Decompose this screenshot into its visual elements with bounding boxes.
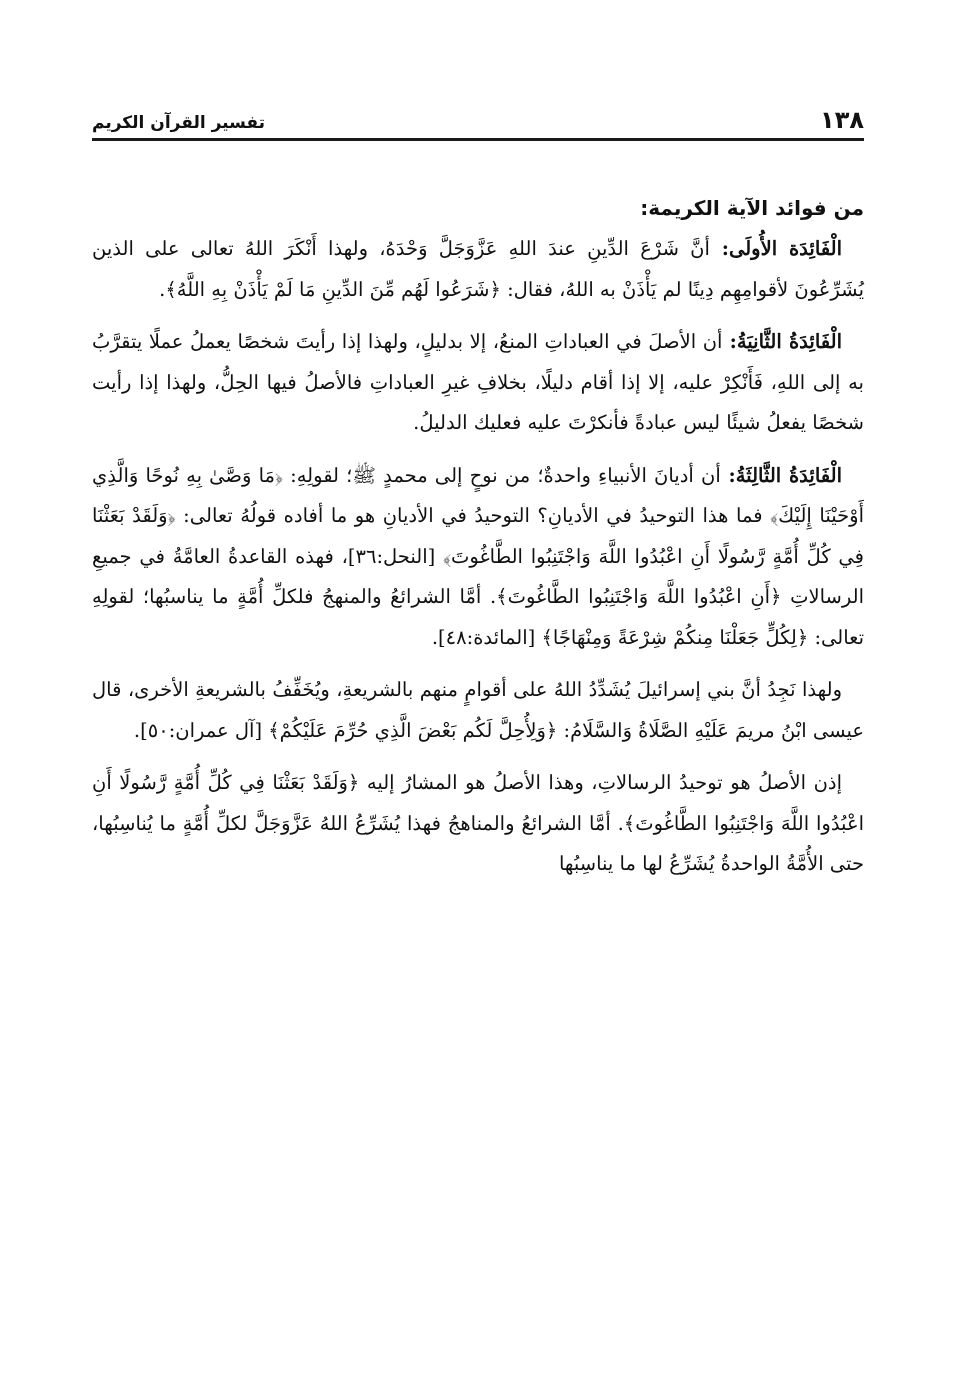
book-page <box>92 92 864 1352</box>
paragraph-lead: الْفَائِدَةُ الثَّالِثَةُ: <box>720 463 842 487</box>
paragraph-text: إذن الأصلُ هو توحيدُ الرسالاتِ، وهذا الأصلُ هو المشارُ إليه ﴿وَلَقَدْ بَعَثْنَا فِي كُلِّ أُمَّةٍ رَّسُولًا أَنِ اعْبُدُوا اللَّهَ وَاجْتَنِبُوا الطَّاغُوتَ﴾. أمَّا الشرائعُ والمناهجُ فهذا يُشَرِّعُ اللهُ عَزَّوَجَلَّ لكلِّ أُمَّةٍ ما يُناسِبُها، حتى الأُمَّةُ الواحدةُ يُشَرِّعُ لها ما يناسِبُها <box>92 771 864 875</box>
paragraph-text: أنَّ شَرْعَ الدِّينِ عندَ اللهِ عَزَّوَجَلَّ وَحْدَهُ، ولهذا أَنْكَرَ اللهُ تعالى على الذين يُشَرِّعُونَ لأقوامِهِم دِينًا لم يَأْذَنْ به اللهُ، فقال: ﴿شَرَعُوا لَهُم مِّنَ الدِّينِ مَا لَمْ يَأْذَنْ بِهِ اللَّهُ﴾. <box>92 237 864 301</box>
paragraph-benefit-3 <box>92 456 864 659</box>
page-header <box>92 92 864 141</box>
paragraph-benefit-1 <box>92 229 864 310</box>
paragraph-text: أن الأصلَ في العباداتِ المنعُ، إلا بدليلٍ، ولهذا إذا رأيتَ شخصًا يعملُ عملًا يتقرَّبُ به إلى اللهِ، فَأَنْكِرْ عليه، إلا إذا أقام دليلًا، بخلافِ غيرِ العباداتِ فالأصلُ فيها الحِلُّ، ولهذا إذا رأيت شخصًا يفعلُ شيئًا ليس عبادةً فأنكرْتَ عليه فعليك الدليلُ. <box>92 330 864 434</box>
paragraph-benefit-2 <box>92 322 864 444</box>
paragraph-bani-israel <box>92 670 864 751</box>
paragraph-text: أن أديانَ الأنبياءِ واحدةٌ؛ من نوحٍ إلى محمدٍ ﷺ؛ لقولِهِ: ﴿مَا وَصَّىٰ بِهِ نُوحًا وَالَّذِي أَوْحَيْنَا إِلَيْكَ﴾ فما هذا التوحيدُ في الأديانِ؟ التوحيدُ في الأديانِ هو ما أفاده قولُهُ تعالى: ﴿وَلَقَدْ بَعَثْنَا فِي كُلِّ أُمَّةٍ رَّسُولًا أَنِ اعْبُدُوا اللَّهَ وَاجْتَنِبُوا الطَّاغُوتَ﴾ [النحل:٣٦]، فهذه القاعدةُ العامَّةُ في جميعِ الرسالاتِ ﴿أَنِ اعْبُدُوا اللَّهَ وَاجْتَنِبُوا الطَّاغُوتَ﴾. أمَّا الشرائعُ والمنهجُ فلكلِّ أُمَّةٍ ما يناسبُها؛ لقولِهِ تعالى: ﴿لِكُلٍّ جَعَلْنَا مِنكُمْ شِرْعَةً وَمِنْهَاجًا﴾ [المائدة:٤٨]. <box>92 463 864 649</box>
paragraph-lead: الْفَائِدَةُ الثَّانِيَةُ: <box>722 330 842 353</box>
section-title: من فوائد الآية الكريمة: <box>640 196 864 220</box>
paragraph-conclusion <box>92 763 864 885</box>
paragraph-text: ولهذا نَجِدُ أنَّ بني إسرائيلَ يُشَدِّدُ اللهُ على أقوامٍ منهم بالشريعةِ، ويُخَفِّفُ بالشريعةِ الأخرى، قال عيسى ابْنُ مريمَ عَلَيْهِ الصَّلَاةُ وَالسَّلَامُ: ﴿وَلِأُحِلَّ لَكُم بَعْضَ الَّذِي حُرِّمَ عَلَيْكُمْ﴾ [آل عمران:٥٠]. <box>92 678 864 742</box>
page-number: ١٣٨ <box>820 106 864 134</box>
running-title: تفسير القرآن الكريم <box>92 113 266 133</box>
paragraph-lead: الْفَائِدَة الأُولَى: <box>709 237 842 260</box>
